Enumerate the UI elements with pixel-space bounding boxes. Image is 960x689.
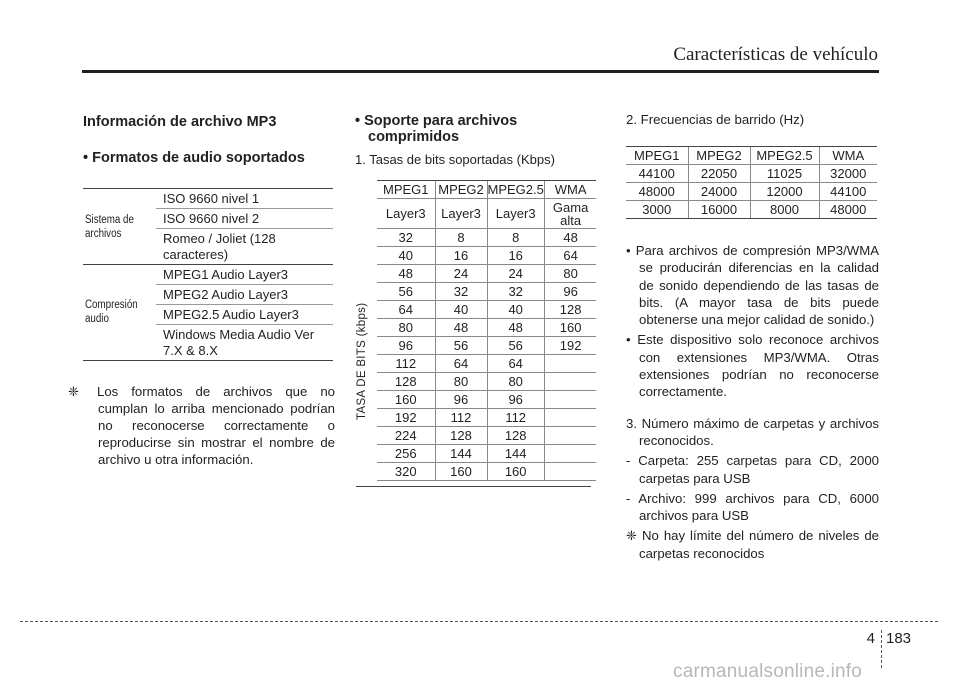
format-row: MPEG2.5 Audio Layer3	[156, 304, 333, 324]
column-3-text	[626, 242, 879, 565]
header-cell: MPEG1	[626, 147, 688, 165]
quality-bullet: • Para archivos de compresión MP3/WMA se producirán diferencias en la calidad de sonido dependiendo de las tasas de bits. (A mayor tasa de bits puede obtenerse una mejor calidad de sonido.)	[626, 243, 879, 328]
header-cell: WMA	[819, 147, 877, 165]
bitrate-header-row	[377, 181, 596, 199]
header-cell: Layer3	[435, 199, 487, 229]
extensions-bullet: • Este dispositivo solo reconoce archivos con extensiones MP3/WMA. Otras extensiones podrían no reconocerse correctamente.	[626, 332, 879, 400]
footer-rule	[20, 621, 938, 622]
header-cell: MPEG2.5	[750, 147, 819, 165]
table-row: 256 144 144	[377, 445, 596, 463]
header-cell: MPEG1	[377, 181, 435, 199]
chapter-number: 4	[866, 630, 875, 647]
formats-table	[83, 188, 333, 361]
table-row: 56 32 32 96	[377, 283, 596, 301]
file-system-group	[83, 188, 333, 264]
page-separator	[881, 630, 882, 668]
header-cell: MPEG2	[435, 181, 487, 199]
page-number-value: 183	[886, 630, 912, 647]
header-cell: WMA	[544, 181, 596, 199]
frequency-table	[626, 146, 877, 219]
table-row: 160 96 96	[377, 391, 596, 409]
table-row: 128 80 80	[377, 373, 596, 391]
bitrate-table-bottom-rule	[356, 486, 591, 487]
watermark: carmanualsonline.info	[673, 661, 863, 682]
table-row: 3000 16000 8000 48000	[626, 201, 877, 219]
folder-limit: - Carpeta: 255 carpetas para CD, 2000 carpetas para USB	[626, 453, 879, 486]
header-cell: Layer3	[377, 199, 435, 229]
header-cell: MPEG2	[688, 147, 750, 165]
table-row: 224 128 128	[377, 427, 596, 445]
formats-note: ❈ Los formatos de archivos que no cumplan lo arriba mencionado podrían no reconocerse correctamente o reproducirse sin mostrar el nombre de archivo u otra información.	[68, 384, 335, 467]
file-limit: - Archivo: 999 archivos para CD, 6000 archivos para USB	[626, 490, 879, 524]
table-row: 44100 22050 11025 32000	[626, 165, 877, 183]
bitrate-subheading: 1. Tasas de bits soportadas (Kbps)	[355, 152, 555, 167]
max-folders-item: 3. Número máximo de carpetas y archivos reconocidos.	[626, 415, 879, 448]
table-row: 48 24 24 80	[377, 265, 596, 283]
table-row: 320 160 160	[377, 463, 596, 481]
table-row: 48000 24000 12000 44100	[626, 183, 877, 201]
table-row: 112 64 64	[377, 355, 596, 373]
header-cell: MPEG2.5	[487, 182, 544, 197]
audio-compression-group	[83, 264, 333, 361]
column-1	[83, 114, 335, 166]
sampling-subheading: 2. Frecuencias de barrido (Hz)	[626, 112, 805, 127]
bitrate-header-row-2	[377, 199, 596, 229]
bitrate-table	[377, 180, 596, 481]
table-row: 80 48 48 160	[377, 319, 596, 337]
format-row: Windows Media Audio Ver 7.X & 8.X	[156, 324, 333, 360]
format-row: ISO 9660 nivel 2	[156, 208, 333, 228]
format-row: Romeo / Joliet (128 caracteres)	[156, 228, 333, 264]
table-row: 96 56 56 192	[377, 337, 596, 355]
header-cell: Layer3	[487, 199, 544, 229]
format-row: MPEG1 Audio Layer3	[163, 267, 289, 282]
format-row: ISO 9660 nivel 1	[163, 191, 260, 206]
column-2	[355, 113, 595, 167]
header-rule	[82, 70, 879, 73]
section-title: Características de vehículo	[673, 44, 878, 65]
note-symbol: ❈	[68, 384, 80, 399]
audio-formats-heading: • Formatos de audio soportados	[83, 150, 305, 166]
format-row: MPEG2 Audio Layer3	[156, 284, 333, 304]
page-number	[859, 630, 911, 648]
table-row: 192 112 112	[377, 409, 596, 427]
table-row: 64 40 40 128	[377, 301, 596, 319]
mp3-info-heading: Información de archivo MP3	[83, 114, 277, 130]
audio-compression-label: Compresión audio	[85, 299, 138, 325]
table-row: 32 8 8 48	[377, 229, 596, 247]
levels-note: ❈ No hay límite del número de niveles de carpetas reconocidos	[626, 528, 879, 561]
table-row: 40 16 16 64	[377, 247, 596, 265]
header-cell: Gama alta	[544, 199, 596, 229]
file-system-label: Sistema de archivos	[85, 214, 134, 240]
bitrate-axis-label: TASA DE BITS (kbps)	[356, 302, 368, 420]
compressed-support-heading: • Soporte para archivos comprimidos	[355, 113, 518, 145]
frequency-header-row	[626, 147, 877, 165]
